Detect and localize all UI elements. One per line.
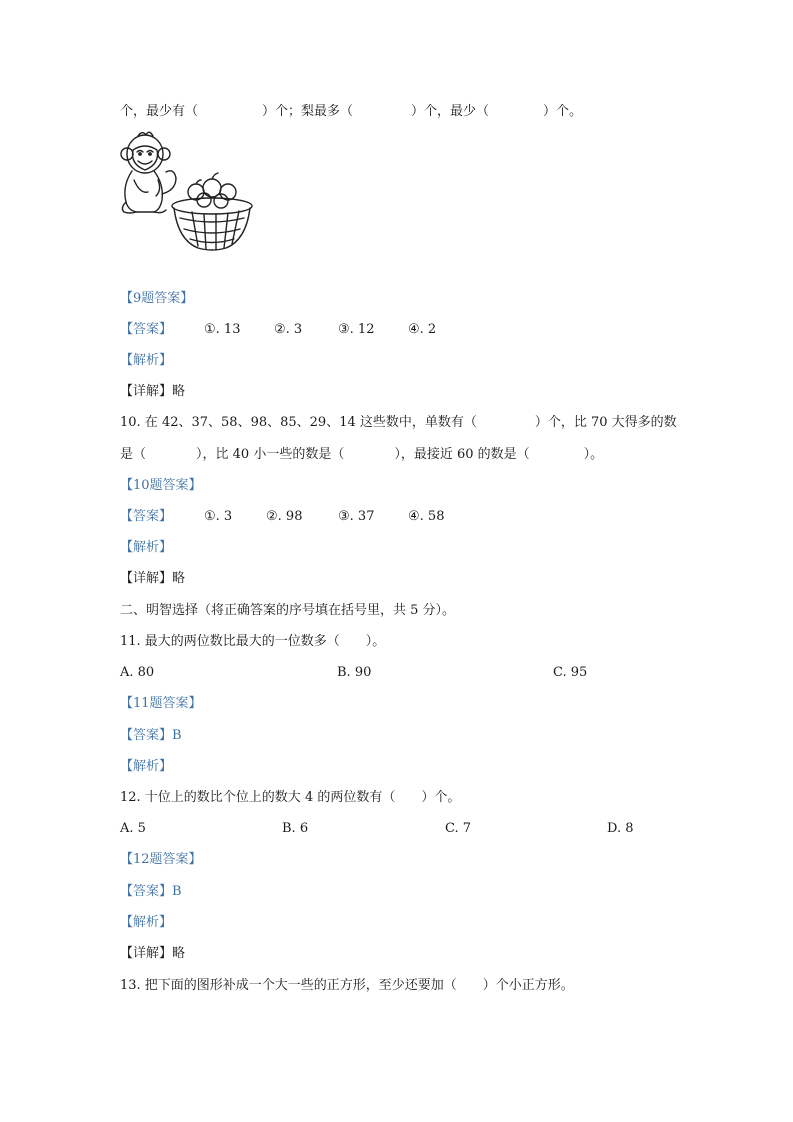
q9-answer-2: ②. 3 (274, 322, 303, 337)
detail-text: 略 (172, 946, 186, 961)
q11-option-c: C. 95 (553, 665, 588, 680)
q12-analysis-label: 【解析】 (120, 915, 173, 930)
q9-answer-line (120, 321, 437, 339)
q12-option-d: D. 8 (607, 821, 634, 836)
q12-option-c: C. 7 (445, 821, 472, 836)
q13-question: 13. 把下面的图形补成一个大一些的正方形，至少还要加（ ）个小正方形。 (120, 978, 574, 993)
q10-answer-line (120, 508, 445, 526)
answer-text: 【答案】B (120, 884, 182, 899)
q8-tail-line (120, 103, 582, 121)
detail-label: 【详解】 (120, 384, 173, 399)
q9-analysis-label: 【解析】 (120, 353, 173, 368)
q10-text-1: 10. 在 42、37、58、98、85、29、14 这些数中，单数有（ (120, 415, 477, 430)
q12-option-b: B. 6 (282, 821, 309, 836)
q10-answer-2: ②. 98 (266, 509, 303, 524)
q8-text-4: ）个。 (543, 104, 583, 119)
answer-text: 【答案】B (120, 728, 182, 743)
detail-label: 【详解】 (120, 571, 173, 586)
detail-text: 略 (172, 571, 186, 586)
q12-answer-header: 【12题答案】 (120, 852, 202, 867)
monkey-basket-illustration (118, 128, 258, 253)
q8-text-1: 个，最少有（ (120, 104, 199, 119)
q10-text-3: 是（ (120, 447, 147, 462)
q9-detail-line (120, 383, 185, 401)
q11-analysis-label: 【解析】 (120, 759, 173, 774)
detail-text: 略 (172, 384, 186, 399)
q10-answer-3: ③. 37 (338, 509, 375, 524)
q10-answer-1: ①. 3 (204, 509, 233, 524)
section-2-heading: 二、明智选择（将正确答案的序号填在括号里，共 5 分）。 (120, 603, 456, 618)
answer-label: 【答案】 (120, 322, 173, 337)
q9-answer-4: ④. 2 (408, 322, 437, 337)
q11-question: 11. 最大的两位数比最大的一位数多（ ）。 (120, 634, 386, 649)
q9-answer-header: 【9题答案】 (120, 291, 194, 306)
q11-option-b: B. 90 (337, 665, 372, 680)
q10-question-line-1 (120, 414, 677, 432)
q10-answer-header: 【10题答案】 (120, 478, 202, 493)
q10-text-5: ），最接近 60 的数是（ (394, 447, 530, 462)
q12-question: 12. 十位上的数比个位上的数大 4 的两位数有（ ）个。 (120, 790, 461, 805)
q12-option-a: A. 5 (120, 821, 146, 836)
q10-text-2: ）个，比 70 大得多的数 (534, 415, 677, 430)
q10-question-line-2 (120, 446, 603, 464)
q8-text-3: ）个，最少（ (411, 104, 490, 119)
q9-answer-3: ③. 12 (338, 322, 375, 337)
q10-answer-4: ④. 58 (408, 509, 445, 524)
answer-label: 【答案】 (120, 509, 173, 524)
q11-option-a: A. 80 (120, 665, 155, 680)
q10-analysis-label: 【解析】 (120, 540, 173, 555)
q10-text-4: ），比 40 小一些的数是（ (196, 447, 345, 462)
q12-answer (120, 883, 182, 901)
q12-detail-line (120, 945, 185, 963)
q11-answer (120, 727, 182, 745)
q10-detail-line (120, 570, 185, 588)
q10-text-6: ）。 (583, 447, 604, 462)
q8-text-2: ）个；梨最多（ (262, 104, 354, 119)
detail-label: 【详解】 (120, 946, 173, 961)
q9-answer-1: ①. 13 (204, 322, 241, 337)
q11-answer-header: 【11题答案】 (120, 696, 202, 711)
